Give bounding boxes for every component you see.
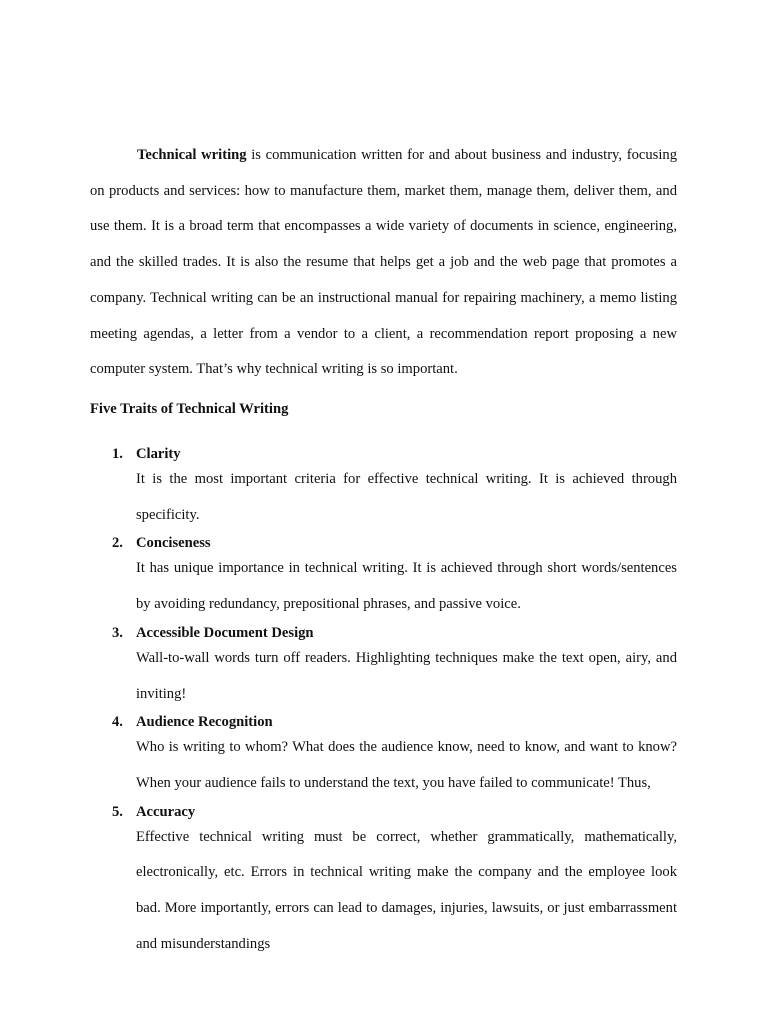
- trait-title: Accuracy: [136, 803, 196, 820]
- trait-number: 2.: [112, 535, 123, 552]
- trait-description: Who is writing to whom? What does the audience know, need to know, and want to know? When your audience fails to understand the text, you have failed to communicate! Thus,: [136, 739, 677, 791]
- trait-title: Clarity: [136, 446, 181, 462]
- trait-title: Conciseness: [136, 535, 211, 552]
- trait-description: It has unique importance in technical writing. It is achieved through short words/sentences by avoiding redundancy, prepositional phrases, and passive voice.: [136, 560, 677, 613]
- intro-lead-term: Technical writing: [137, 147, 247, 163]
- trait-number: 3.: [112, 624, 123, 641]
- trait-description: It is the most important criteria for effective technical writing. It is achieved through specificity.: [136, 471, 677, 523]
- trait-title: Audience Recognition: [136, 714, 273, 731]
- intro-body-text: is communication written for and about business and industry, focusing on products and services: how to manufacture them, market them, manage them, deliver them, and use them. It is a broad term that encompasses a wide variety of documents in science, engineering, and the skilled trades. It is also the resume that helps get a job and the web page that promotes a company. Technical writing can be an instructional manual for repairing machinery, a memo listing meeting agendas, a letter from a vendor to a client, a recommendation report proposing a new computer system. That’s why technical writing is so important.: [90, 147, 677, 378]
- traits-list: [90, 444, 677, 962]
- intro-paragraph: [90, 138, 677, 388]
- trait-title: Accessible Document Design: [136, 624, 314, 641]
- trait-item-conciseness: [90, 533, 677, 622]
- trait-number: 1.: [112, 446, 123, 462]
- trait-item-audience-recognition: [90, 712, 677, 801]
- trait-number: 4.: [112, 714, 123, 731]
- trait-item-accuracy: [90, 802, 677, 963]
- trait-number: 5.: [112, 803, 123, 820]
- trait-description: Effective technical writing must be correct, whether grammatically, mathematically, electronically, etc. Errors in technical writing make the company and the employee look bad. More importantly, errors can lead to damages, injuries, lawsuits, or just embarrassment and misunderstandings: [136, 828, 677, 952]
- trait-item-clarity: [90, 444, 677, 533]
- trait-item-accessible-document-design: [90, 623, 677, 712]
- trait-description: Wall-to-wall words turn off readers. Highlighting techniques make the text open, airy, and inviting!: [136, 649, 677, 702]
- section-heading: Five Traits of Technical Writing: [90, 401, 289, 417]
